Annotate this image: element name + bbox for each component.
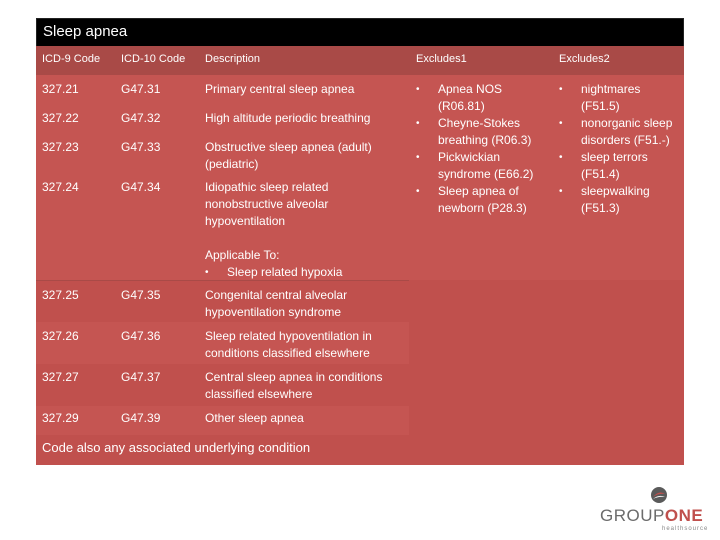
icd10-code: G47.35 [121, 288, 161, 302]
icd10-code: G47.32 [121, 111, 161, 125]
icd9-code: 327.27 [42, 370, 79, 384]
logo-word-group: GROUP [600, 506, 665, 525]
icd9-code: 327.23 [42, 140, 79, 154]
icd10-code: G47.39 [121, 411, 161, 425]
icd10-code: G47.34 [121, 180, 161, 194]
description: Primary central sleep apnea [205, 82, 355, 96]
description: Congenital central alveolar hypoventilation syndrome [205, 288, 348, 319]
description: Idiopathic sleep related nonobstructive alveolar hypoventilation [205, 180, 329, 228]
list-item: • sleep terrors (F51.4) [559, 149, 679, 183]
icd10-code: G47.33 [121, 140, 161, 154]
list-item: • nightmares (F51.5) [559, 81, 679, 115]
icd9-code: 327.21 [42, 82, 79, 96]
description: Obstructive sleep apnea (adult) (pediatric) [205, 140, 372, 171]
icd9-code: 327.29 [42, 411, 79, 425]
logo-wordmark [600, 506, 703, 526]
header-icd9: ICD-9 Code [42, 53, 101, 65]
icd9-code: 327.22 [42, 111, 79, 125]
icd10-code: G47.37 [121, 370, 161, 384]
excludes2-list [559, 81, 679, 217]
excludes1-list [416, 81, 551, 217]
logo-swirl-icon [650, 486, 668, 504]
slide-title: Sleep apnea [43, 23, 128, 40]
applicable-to-label: Applicable To: [205, 248, 280, 262]
list-item: • Sleep apnea of newborn (P28.3) [416, 183, 551, 217]
description: Other sleep apnea [205, 411, 304, 425]
applicable-to-list [205, 264, 342, 281]
description: Sleep related hypoventilation in conditions classified elsewhere [205, 329, 372, 360]
icd10-code: G47.31 [121, 82, 161, 96]
icd9-code: 327.25 [42, 288, 79, 302]
list-item: • Cheyne-Stokes breathing (R06.3) [416, 115, 551, 149]
list-item: • nonorganic sleep disorders (F51.-) [559, 115, 679, 149]
list-item: • Sleep related hypoxia [205, 264, 342, 281]
icd-code-table [36, 46, 684, 465]
list-item: • Pickwickian syndrome (E66.2) [416, 149, 551, 183]
header-icd10: ICD-10 Code [121, 53, 186, 65]
list-item: • Apnea NOS (R06.81) [416, 81, 551, 115]
footer-note: Code also any associated underlying condition [42, 440, 311, 455]
group-one-logo [600, 486, 716, 534]
icd9-code: 327.24 [42, 180, 79, 194]
slide-title-bar [36, 18, 684, 47]
header-excludes2: Excludes2 [559, 53, 610, 65]
icd9-code: 327.26 [42, 329, 79, 343]
icd10-code: G47.36 [121, 329, 161, 343]
logo-tagline: healthsource [662, 526, 709, 532]
header-description: Description [205, 53, 261, 65]
description: Central sleep apnea in conditions classified elsewhere [205, 370, 383, 401]
header-excludes1: Excludes1 [416, 53, 467, 65]
logo-word-one: ONE [664, 506, 704, 525]
list-item: • sleepwalking (F51.3) [559, 183, 679, 217]
description: High altitude periodic breathing [205, 111, 371, 125]
